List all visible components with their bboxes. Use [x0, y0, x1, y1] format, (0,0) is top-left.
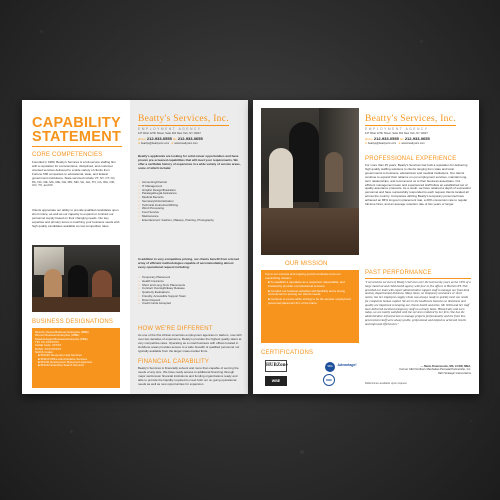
phone-number: 212-933-0555: [146, 136, 172, 142]
website-link[interactable]: www.beattysinc.com: [401, 142, 425, 146]
title-line-2: STATEMENT: [32, 129, 122, 145]
company-tagline: EMPLOYMENT AGENCY: [138, 125, 229, 131]
how-different-heading: HOW WE'RE DIFFERENT: [138, 326, 213, 332]
texture-speck: [420, 40, 423, 43]
designation-line: Disadvantaged Business Enterprise (DBE): [35, 336, 88, 341]
designation-line: Minority Owned Business Enterprise (MBE): [35, 330, 89, 334]
texture-speck: [300, 450, 304, 454]
naics-code-text: 561312 Executive Search Services: [40, 363, 84, 368]
designation-line: TIN: XX-XXXXXXX: [35, 340, 59, 345]
mission-bullet-text: Conduct our business activities with flexibility and a strong commitment to serving our client's needs.: [268, 288, 345, 297]
mission-bullet-text: Continue to evolve while striving to be the premier employment personnel placement firm of the future.: [268, 297, 352, 305]
meeting-photo: [32, 245, 120, 312]
office-desk: [261, 208, 359, 255]
designation-line: Women Business Enterprise (WBE): [35, 333, 80, 338]
phone-fax: [138, 136, 229, 141]
core-competencies-heading: CORE COMPETENCIES: [32, 152, 103, 158]
list-item: • Paralegal/Legal Assistance: [138, 192, 242, 196]
signature-name: — Mario Drummonds, MS, LCSW, MBA,: [420, 365, 471, 368]
advantage-logo: Advantage!: [337, 363, 357, 367]
services-intro: Beatty's applicants are looking for solid career opportunities and have proven pre-screened capabilities that will meet your requirements. We offer a verifiable history of experience in a wide variety of service areas, some of which include:: [138, 154, 241, 170]
naics-code: ■ 561312 Executive Search Services: [38, 363, 84, 368]
references-note: References available upon request.: [365, 382, 408, 385]
mission-bullet-text: To establish a reputation as a respected, dependable, and trustworthy provider of professional services.: [268, 280, 345, 288]
company-logo: [138, 114, 229, 145]
capability-statement-page: [22, 100, 248, 394]
past-performance-divider: [365, 278, 471, 279]
company-logo: [365, 114, 456, 145]
email-icon: ✉: [138, 142, 141, 146]
phone-label: phone: [365, 137, 373, 142]
fax-number: 212-933-0655: [404, 136, 430, 142]
naics-code: ■ 561311 Employment Placement Agencies: [38, 360, 93, 365]
website-link[interactable]: www.beattysinc.com: [174, 142, 198, 146]
naics-code: ■ 561320 Temporary Help Services: [38, 353, 82, 358]
mission-bullet: ■ Continue to evolve while striving to be the premier employment personnel placement firm of the future.: [268, 297, 352, 305]
right-column: [130, 100, 248, 394]
past-performance-heading: PAST PERFORMANCE: [365, 270, 432, 276]
globe-icon: ⊕: [171, 142, 174, 146]
fax-label: fax: [172, 137, 177, 142]
list-item: • Secretary/Administration: [138, 200, 242, 204]
designation-line: NAICS Codes:: [35, 350, 54, 355]
texture-speck: [40, 30, 43, 33]
company-address: 127 West 127th Street, Suite 301 New York, NY 10027: [138, 132, 201, 136]
mission-bullet: ■ Conduct our business activities with flexibility and a strong commitment to serving our client's needs.: [268, 288, 345, 297]
email-link[interactable]: beattys@beattysinc.com: [140, 142, 170, 146]
list-item: • Credit Cards Accepted: [138, 302, 242, 306]
wbe-logo: WBE: [265, 376, 287, 386]
list-item: • Contract Oversight/Easy Release: [138, 287, 242, 291]
list-item: • Technical Instruction/Writing: [138, 204, 242, 208]
designation-line: CAGE Code: XXXXX: [35, 343, 62, 348]
hubzone-logo: HUBZone: [265, 360, 287, 372]
company-address: 127 West 127th Street, Suite 301 New York, NY 10027: [365, 132, 428, 136]
mission-box: [261, 270, 359, 343]
naics-code: ■ 561110 Office Administrative Services: [38, 356, 88, 361]
sba-logo: SBA: [325, 362, 335, 372]
mission-heading: OUR MISSION: [285, 261, 328, 267]
list-item: • Health Insurance: [138, 280, 242, 284]
list-item: • Direct Deposit: [138, 299, 242, 303]
financial-capability-text: Beatty's Services is financially solvent and more than capable of serving the needs of any size. We have ready access to additional financing through major well-known financial institutions and funding organizations ready and able to provide the liquidity required to meet both our on-going operational needs as well as new opportunities for expansion.: [138, 366, 239, 386]
person-figure: [269, 148, 293, 208]
person-figure: [289, 122, 319, 202]
methods-list: [138, 276, 242, 306]
signature-role: CEO Strategic Interventions: [437, 371, 471, 375]
company-name: Beatty's Services, Inc.: [138, 114, 229, 124]
testimonial-quote: "I secured the services of Beatty's Services over the last twenty years as the CEO of a large maternal and child health agency with four to five offices in Harlem NY. This provided our team with expert administrative support staff to manage our front desk and key departmental divisions. Many times, on temporary assistance or short notice, but her employees supply chain was always ready to quickly meet our needs for competent human capital. We are in the healthcare business so timeliness and quality are important to keeping our clients health and alive. Mr. Whitt and her staff have delivered excellent temporary staff on a timely basis. Historically and even today, we are totally satisfied with the services rendered by her firm. She has the administrative infrastructure to manage projects professionally and the front line procurement staff were always polite, professional and helped us achieved results and improved efficiencies.": [365, 280, 471, 326]
financial-capability-heading: FINANCIAL CAPABILITY: [138, 359, 210, 365]
fax-label: fax: [399, 137, 404, 142]
how-different-text: As one of the first African American employment agencies in Harlem, now with over two decades of experience, Beatty's provides the highest quality talent at very competitive rates. Operating as a small business with offices located in HubZone areas provides access to a wide breadth of qualified personnel not typically available from the larger mass-market firms.: [138, 333, 242, 353]
mission-text: Top to our success and ongoing growth continues to be our overarching mission:: [265, 272, 341, 280]
professional-experience-heading: PROFESSIONAL EXPERIENCE: [365, 156, 457, 162]
list-item: • Quarterly Evaluations: [138, 291, 242, 295]
texture-speck: [470, 420, 472, 422]
methods-intro: In addition to very competitive pricing, our clients benefit from a broad array of efficient methodologies capable of accommodating almost every operational request including:: [138, 257, 239, 269]
naics-code-text: 561311 Employment Placement Agencies: [40, 360, 93, 365]
texture-speck: [160, 60, 162, 62]
core-competencies-text: Founded in 1980, Beatty's Services is a full-service staffing firm with a reputation for conscientious, disciplined, and customer oriented services delivered to a wide variety of clients from Fortune 500 companies to educational, state, and federal government institutions. State serviced include VT, NY, CT, NJ, PA, DC, DE, MA, ME, NH, MN, MD, VA, GA, TN, CA, WA, OR, CO, TX, and RI.: [32, 160, 117, 188]
person-figure: [325, 152, 343, 192]
list-item: • Short and Long-Term Placements: [138, 284, 242, 288]
phone-fax: [365, 136, 456, 141]
list-item: • Graphic Design/Illustration: [138, 189, 242, 193]
naics-code-text: 561110 Office Administrative Services: [40, 356, 88, 361]
designation-line: DUNS: XXXXXXXXX: [35, 346, 62, 351]
company-name: Beatty's Services, Inc.: [365, 114, 456, 124]
globe-icon: ⊕: [398, 142, 401, 146]
email-website: [138, 142, 229, 145]
conference-table: [32, 297, 120, 312]
signature-title: Former CEO Northern Manhattan Perinatal Partnership, Inc.: [399, 368, 471, 372]
email-website: [365, 142, 456, 145]
list-item: • Word Processing: [138, 207, 242, 211]
title-divider: [32, 146, 122, 147]
list-item: • Friendly, Accessible Support Team: [138, 295, 242, 299]
dbe-logo: DBE: [323, 374, 335, 386]
business-designations-box: [32, 328, 120, 388]
list-item: • Accounting/Clerical: [138, 181, 242, 185]
phone-number: 212-933-0555: [373, 136, 399, 142]
title-line-1: CAPABILITY: [32, 115, 121, 131]
page-title: [32, 116, 121, 144]
email-icon: ✉: [365, 142, 368, 146]
list-item: • Entertainment: Fashion, Makeup, Painting, Photography: [138, 219, 242, 223]
list-item: • Maintenance: [138, 215, 242, 219]
business-designations-heading: BUSINESS DESIGNATIONS: [32, 319, 114, 325]
list-item: • Temporary Placement: [138, 276, 242, 280]
naics-code-text: 561320 Temporary Help Services: [40, 353, 82, 358]
email-link[interactable]: beattys@beattysinc.com: [367, 142, 397, 146]
list-item: • IT Management: [138, 185, 242, 189]
mission-bullet: ■ To establish a reputation as a respected, dependable, and trustworthy provider of professional services.: [268, 280, 345, 288]
core-competencies-text-2: Clients appreciate our ability to provide qualified candidates upon short notice, as well as our capacity to expand or contract our personnel supply based on their changing needs. Our key expertise and primary focus is matching your business needs with high quality candidates available at cost-competitive rates.: [32, 208, 120, 228]
company-tagline: EMPLOYMENT AGENCY: [365, 125, 456, 131]
list-item: • Food Service: [138, 211, 242, 215]
fax-number: 212-933-0655: [177, 136, 203, 142]
office-photo: [261, 108, 359, 255]
texture-speck: [70, 430, 73, 433]
testimonial-signature: [393, 365, 471, 375]
list-item: • Medical Records: [138, 196, 242, 200]
professional-experience-text: For more than 25 years, Beatty's Services has built a reputation for delivering high quality staffing solutions to clients ranging from state and local governments to business, educational, and medical institutions. Our clients continue to expand their reliance on our employment services, maintain long-term relationships, and recommend us to their business associates. Our efficient management team and experienced staff follow an established set of quality assurance protocols. As a result, we have retained a depth of successful personnel and have successfully responded to each request clients located all across the country. Companies utilizing Beatty's temporary personnel have achieved an 86% long-term placement rate, a 20% conversion rate to regular full-time hires, and an average retention rate of two years or longer.: [365, 163, 471, 207]
phone-label: phone: [138, 137, 146, 142]
service-areas-list: [138, 181, 242, 222]
experience-page: [253, 100, 479, 394]
left-column: [22, 100, 128, 394]
certifications-heading: CERTIFICATIONS: [261, 350, 314, 356]
